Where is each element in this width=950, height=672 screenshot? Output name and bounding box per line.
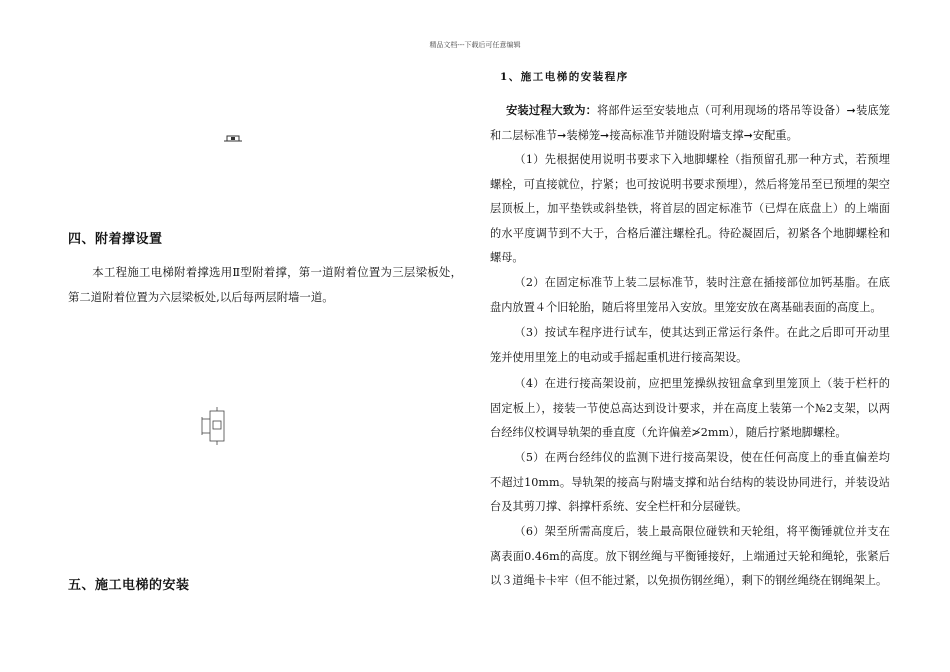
- step-2-text: （2）在固定标准节上装二层标准节，装时注意在插接部位加钙基脂。在底盘内放置４个旧轮胎，随后将里笼吊入安放。里笼安放在离基础表面的高度上。: [490, 276, 890, 314]
- step-6: [490, 520, 890, 594]
- step-2: [490, 271, 890, 320]
- section-4-paragraph: [68, 260, 462, 309]
- attachment-diagram-icon: [200, 407, 234, 445]
- step-4-text: （4）在进行接高架设前，应把里笼操纵按钮盒拿到里笼顶上（装于栏杆的固定板上），接装一节使总高达到设计要求，并在高度上装第一个№2支架，以两台经纬仪校调导轨架的垂直度（允许偏差≯2mm），随后拧紧地脚螺栓。: [490, 377, 890, 440]
- step-5-text: （5）在两台经纬仪的监测下进行接高架设，使在任何高度上的垂直偏差均不超过10mm。导轨架的接高与附墙支撑和站台结构的装设协同进行，并装设站台及其剪刀撑、斜撑杆系统、安全栏杆和分层碰铁。: [490, 451, 890, 514]
- step-3: [490, 321, 890, 370]
- small-figure-icon: [224, 134, 242, 144]
- step-4: [490, 372, 890, 446]
- section-5-title: 五、施工电梯的安装: [68, 578, 190, 593]
- intro-bold-label: 安装过程大致为：: [506, 103, 597, 117]
- step-1: [490, 148, 890, 271]
- step-5: [490, 446, 890, 520]
- section-4-title: 四、附着撑设置: [68, 232, 163, 247]
- intro-paragraph: [490, 98, 890, 148]
- install-procedure-subtitle: 1、施工电梯的安装程序: [500, 71, 629, 83]
- intro-text: 将部件运至安装地点（可利用现场的塔吊等设备）➞装底笼和二层标准节➞装梯笼➞接高标准节并随设附墙支撑➞安配重。: [490, 104, 890, 142]
- step-1-text: （1）先根据使用说明书要求下入地脚螺栓（指预留孔那一种方式，若预埋螺栓，可直接就位，拧紧；也可按说明书要求预埋），然后将笼吊至已预埋的架空层顶板上，加平垫铁或斜垫铁，将首层的固定标准节（已焊在底盘上）的上端面的水平度调节到不大于，合格后灌注螺栓孔。待砼凝固后，初紧各个地脚螺栓和螺母。: [490, 153, 890, 265]
- header-note: 精品文档---下载后可任意编辑: [429, 41, 521, 49]
- step-6-text: （6）架至所需高度后，装上最高限位碰铁和天轮组，将平衡锤就位并支在离表面0.46m的高度。放下钢丝绳与平衡锤接好，上端通过天轮和绳轮，张紧后以３道绳卡卡牢（但不能过紧，以免损伤钢丝绳），剩下的钢丝绳绕在钢绳架上。: [490, 525, 890, 588]
- step-3-text: （3）按试车程序进行试车，使其达到正常运行条件。在此之后即可开动里笼并使用里笼上的电动或手摇起重机进行接高架设。: [490, 326, 890, 364]
- section-4-text: 本工程施工电梯附着撑选用Ⅱ型附着撑，第一道附着位置为三层梁板处，第二道附着位置为六层梁板处,以后每两层附墙一道。: [68, 265, 462, 304]
